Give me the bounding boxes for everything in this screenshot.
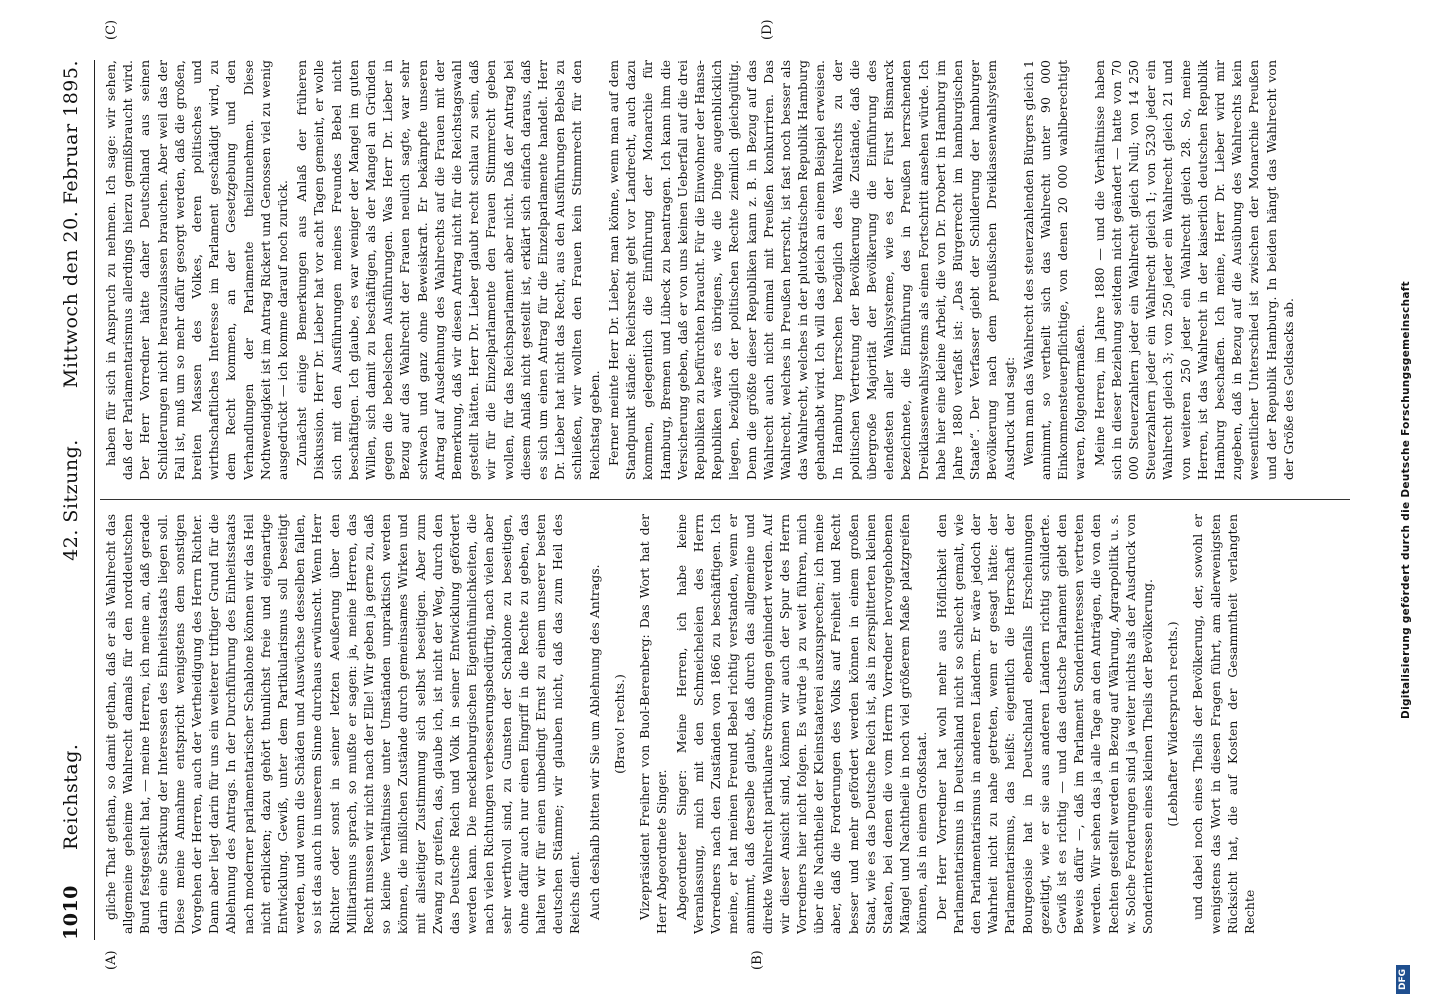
margin-marker-a: (A) bbox=[104, 950, 119, 970]
paragraph: Der Herr Vorredner hat wohl mehr aus Höflichkeit den Parlamentarismus in Deutschland nicht so schlecht gemalt, wie den Parlamentarismus in anderen Ländern. Er wäre jedoch der Wahrheit nicht zu nahe getreten, wenn er gesagt hätte: der Parlamentarismus, das heißt: eigentlich die Herrschaft der Bourgeoisie hat in Deutschland ebenfalls Erscheinungen gezeitigt, wie er sie aus anderen Ländern richtig schilderte. Gewiß ist es richtig — und das deutsche Parlament giebt den Beweis dafür —, daß im Parlament Sonderinteressen vertreten werden. Wir sehen das ja alle Tage an den Anträgen, die von den Rechten gestellt werden in Bezug auf Währung, Agrarpolitik u. s. w. Solche Forderungen sind ja weiter nichts als der Ausdruck von Sonderinteressen eines kleinen Theils der Bevölkerung. bbox=[933, 514, 1155, 934]
page-header bbox=[52, 60, 92, 940]
margin-marker-d: (D) bbox=[760, 19, 775, 40]
header-session: 42. Sitzung. bbox=[60, 439, 82, 561]
paragraph: Abgeordneter Singer: Meine Herren, ich habe keine Veranlassung, mich mit den Schmeicheleien des Herrn Vorredners nach den Zuständen von 1866 zu beschäftigen. Ich meine, er hat meinen Freund Bebel richtig verstanden, wenn er annimmt, daß derselbe glaubt, daß durch das allgemeine und direkte Wahlrecht partikulare Strömungen gehindert werden. Auf wir dieser Ansicht sind, können wir auch der Spur des Herrn Vorredners hier nicht folgen. Es würde ja zu weit führen, mich über die Nachtheile der Kleinstaaterei auszusprechen; ich meine aber, daß die Forderungen des Volks auf Freiheit und Recht besser und mehr gefördert werden können in einem großen Staat, wie es das Deutsche Reich ist, als in zersplitterten kleinen Staaten, bei denen die vom Herrn Vorredner hervorgehobenen Mängel und Nachtheile in noch viel größerem Maße platzgreifen können, als in einem Großstaat. bbox=[673, 514, 930, 934]
right-column bbox=[102, 60, 1342, 480]
paragraph: haben für sich in Anspruch zu nehmen. Ich sage: wir sehen, daß der Parlamentarismus allerdings hierzu gemißbraucht wird. Der Herr Vorredner hätte daher Deutschland aus seinen Schilderungen nicht herauszulassen brauchen. Aber weil das der Fall ist, muß um so mehr dafür gesorgt werden, daß die großen, breiten Massen des Volkes, deren politisches und wirthschaftliches Interesse im Parlament geschädigt wird, zu dem Recht kommen, an der Gesetzgebung und den Verhandlungen der Parlamente theilzunehmen. Diese Nothwendigkeit ist im Antrag Rickert und Genossen viel zu wenig ausgedrückt — ich komme darauf noch zurück. bbox=[103, 60, 291, 480]
header-left-title: Reichstag. bbox=[60, 743, 82, 850]
margin-marker-c: (C) bbox=[104, 19, 119, 40]
digitization-credit: Digitalisierung gefördert durch die Deutsche Forschungsgemeinschaft bbox=[1400, 281, 1412, 719]
interjection-objection: (Lebhafter Widerspruch rechts.) bbox=[1165, 621, 1181, 827]
left-column bbox=[102, 514, 1342, 934]
paragraph: Zunächst einige Bemerkungen aus Anlaß der früheren Diskussion. Herr Dr. Lieber hat vor acht Tagen gemeint, er wolle sich mit den Ausführungen meines Freundes Bebel nicht beschäftigen. Ich glaube, es war weniger der Mangel im guten Willen, sich damit zu beschäftigen, als der Mangel an Gründen gegen die bebelschen Ausführungen. Was Herr Dr. Lieber in Bezug auf das Wahlrecht der Frauen neulich sagte, war sehr schwach und ganz ohne Beweiskraft. Er bekämpfte unseren Antrag auf Ausdehnung des Wahlrechts auf die Frauen mit der Bemerkung, daß wir diesen Antrag nicht für die Reichstagswahl gestellt hätten. Herr Dr. Lieber glaubt recht schlau zu sein, daß wir für die Einzelparlamente den Frauen Stimmrecht geben wollen, für das Reichsparlament aber nicht. Daß der Antrag bei diesem Anlaß nicht gestellt ist, erklärt sich einfach daraus, daß es sich um einen Antrag für die Einzelparlamente handelt. Herr Dr. Lieber hat nicht das Recht, aus den Ausführungen Bebels zu schließen, wir wollten den Frauen kein Stimmrecht für den Reichstag geben. bbox=[294, 60, 602, 480]
column-rule bbox=[100, 499, 1350, 500]
paragraph: und dabei noch eines Theils der Bevölkerung, der, sowohl er wenigstens das Wort in diesen Fragen führt, am allerwenigsten Rücksicht hat, die auf Kosten der Gesammtheit verlangten Rechte bbox=[1190, 514, 1257, 934]
paragraph: Meine Herren, im Jahre 1880 — und die Verhältnisse haben sich in dieser Beziehung seitdem nicht geändert — hatte von 70 000 Steuerzahlern jeder ein Wahlrecht gleich Null; von 14 250 Steuerzahlern jeder ein Wahlrecht gleich 1; von 5230 jeder ein Wahlrecht gleich 3; von 250 jeder ein Wahlrecht gleich 21 und von weiteren 250 jeder ein Wahlrecht gleich 28. So, meine Herren, ist das Wahlrecht in der kaiserlich deutschen Republik Hamburg beschaffen. Ich meine, Herr Dr. Lieber wird mir zugeben, daß in Bezug auf die Ausübung des Wahlrechts kein wesentlicher Unterschied ist zwischen der Monarchie Preußen und der Republik Hamburg. In beiden hängt das Wahlrecht von der Größe des Geldsacks ab. bbox=[1091, 60, 1296, 480]
paragraph: gliche That gethan, so damit gethan, daß er als Wahlrecht das allgemeine geheime Wahlrecht damals für den norddeutschen Bund festgestellt hat, — meine Herren, ich meine an, daß gerade darin eine Stärkung der Interessen des Einheitsstaats liegen soll. Diese meine Annahme entspricht wenigstens dem sonstigen Vorgehen der Herren, auch der Vertheidigung des Herrn Richter. Dann aber liegt darin für uns ein weiterer triftiger Grund für die Ablehnung des Antrags. In der Durchführung des Einheitsstaats nach moderner parlamentarischer Schablone können wir das Heil nicht erblicken; dazu gehört thunlichst freie und eigenartige Entwicklung. Gewiß, unter dem Partikularismus soll beseitigt werden, und wenn die Schäden und Auswüchse desselben fallen, so ist das auch in unserem Sinne durchaus erwünscht. Wenn Herr Richter oder sonst in seiner letzten Aeußerung über den Militarismus sprach, so mußte er sagen: ja, meine Herren, das Recht mussen wir nicht nach der Elle! Wir geben ja gerne zu, daß so kleine Verhältnisse unter Umständen unpraktisch werden können, die mißlichen Zustände durch gemeinsames Wirken und mit allseitiger Zustimmung sich selbst beseitigen. Aber zum Zwang zu greifen, das, glaube ich, ist nicht der Weg, durch den das Deutsche Reich und Volk in seiner Entwicklung gefördert werden kann. Die mecklenburgischen Eigenthümlichkeiten, die nach vielen Richtungen verbesserungsbedürftig, nach vielen aber sehr werthvoll sind, zu Gunsten der Schablone zu beseitigen, ohne dafür auch nur einen Eingriff in die Rechte zu geben, das halten wir für einen unbedingt Ernst zu einem unserer besten deutschen Stämme; wir glauben nicht, daß das zum Heil des Reichs dient. bbox=[103, 514, 583, 934]
paragraph: Auch deshalb bitten wir Sie um Ablehnung des Antrags. bbox=[586, 564, 602, 920]
header-rule bbox=[94, 60, 95, 940]
paragraph: Ferner meinte Herr Dr. Lieber, man könne, wenn man auf dem Standpunkt stände: Reichsrecht geht vor Landrecht, auch dazu kommen, gelegentlich die Einführung der Monarchie für Hamburg, Bremen und Lübeck zu beantragen. Ich kann ihm die Versicherung geben, daß er von uns keinen Ueberfall auf die drei Republiken zu befürchten braucht. Für die Einwohner der Hansa-Republiken wäre es übrigens, wie die Dinge augenblicklich liegen, bezüglich der politischen Rechte ziemlich gleichgültig. Denn die größte dieser Republiken kann z. B. in Bezug auf das Wahlrecht auch nicht einmal mit Preußen konkurriren. Das Wahlrecht, welches in Preußen herrscht, ist fast noch besser als das Wahlrecht, welches in der plutokratischen Republik Hamburg gehandhabt wird. Ich will das gleich an einem Beispiel erweisen. In Hamburg herrschen bezüglich des Wahlrechts zu der politischen Vertretung der Bevölkerung die Zustände, daß die übergroße Majorität der Bevölkerung die Einführung des elendesten aller Wahlsysteme, wie es der Fürst Bismarck bezeichnete, die Einführung des in Preußen herrschenden Dreiklassenwahlsystems als einen Fortschritt ansehen würde. Ich habe hier eine kleine Arbeit, die von Dr. Drobert in Hamburg im Jahre 1880 verfaßt ist: „Das Bürgerrecht im hamburgischen Staate“. Der Verfasser giebt der Schilderung der hamburger Bevölkerung nach dem preußischen Dreiklassenwahlsystem Ausdruck und sagt: bbox=[605, 60, 1017, 480]
page-number: 1010 bbox=[60, 885, 82, 940]
interjection-bravo: (Bravo! rechts.) bbox=[611, 674, 627, 774]
margin-marker-b: (B) bbox=[750, 950, 765, 970]
presiding-officer-line: Vizepräsident Freiherr von Buol-Berenberg: Das Wort hat der Herr Abgeordnete Singer. bbox=[637, 514, 670, 934]
header-date: Mittwoch den 20. Februar 1895. bbox=[60, 60, 82, 389]
dfg-logo: DFG bbox=[1396, 965, 1410, 994]
quotation: Wenn man das Wahlrecht des steuerzahlenden Bürgers gleich 1 annimmt, so vertheilt sich das Wahlrecht unter 90 000 Einkommensteuerpflichtige, von denen 20 000 wahlberechtigt waren, folgendermaßen. bbox=[1020, 60, 1088, 480]
